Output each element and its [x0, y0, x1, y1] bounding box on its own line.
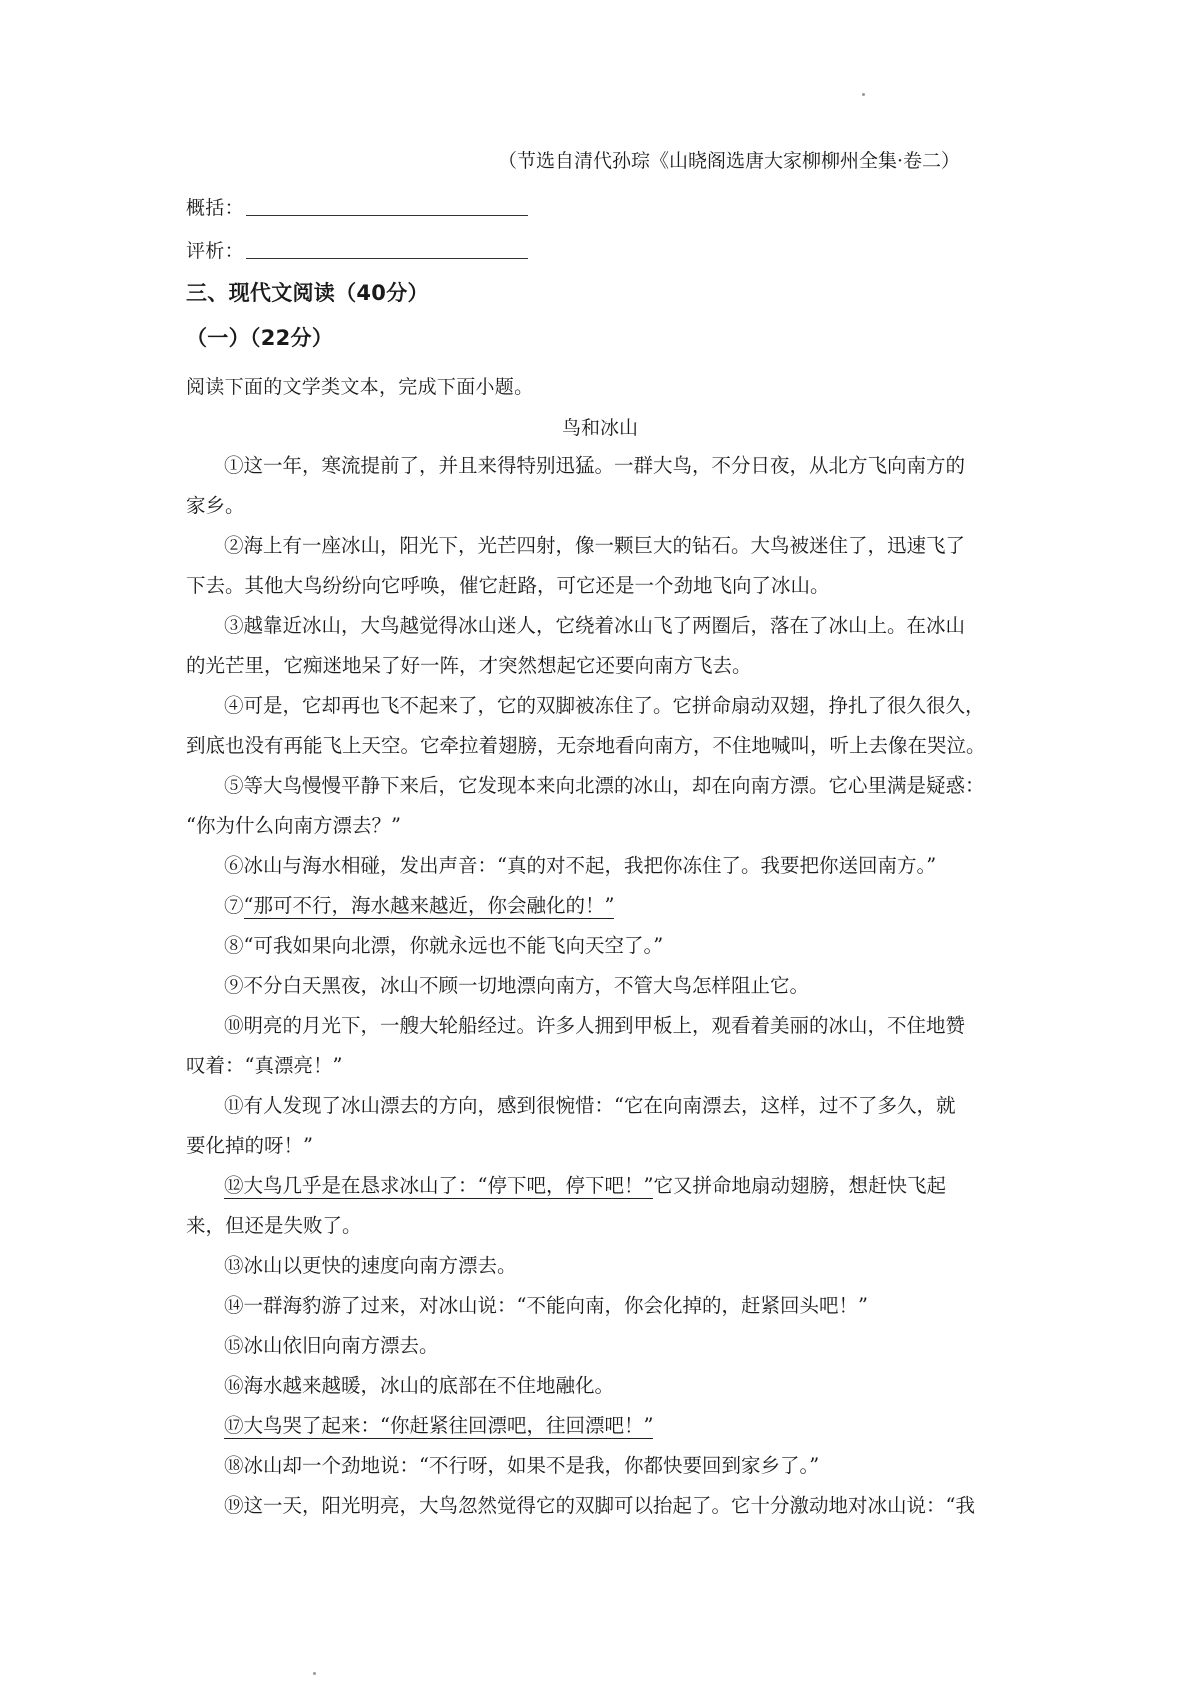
- comment-answer-blank[interactable]: [246, 240, 528, 259]
- paragraph-line: ⑪有人发现了冰山漂去的方向，感到很惋惜：“它在向南漂去，这样，过不了多久，就: [224, 1094, 956, 1117]
- paragraph-line: 来，但还是失败了。: [186, 1214, 362, 1237]
- paragraph-line: ⑮冰山依旧向南方漂去。: [224, 1334, 439, 1357]
- paragraph-line: ⑥冰山与海水相碰，发出声音：“真的对不起，我把你冻住了。我要把你送回南方。”: [224, 854, 937, 877]
- instruction: 阅读下面的文学类文本，完成下面小题。: [186, 376, 534, 398]
- summary-line: [186, 193, 528, 220]
- paragraph-line: [186, 1406, 1022, 1446]
- scan-speck: [313, 1672, 316, 1675]
- paragraph-line: ④可是，它却再也飞不起来了，它的双脚被冻住了。它拼命扇动双翅，挣扎了很久很久，: [224, 694, 985, 717]
- paragraph-line: 叹着：“真漂亮！”: [186, 1054, 343, 1077]
- paragraph-line: ⑧“可我如果向北漂，你就永远也不能飞向天空了。”: [224, 934, 664, 957]
- subsection-heading: （一）（22分）: [186, 326, 334, 350]
- underlined-sentence: ⑰大鸟哭了起来：“你赶紧往回漂吧，往回漂吧！”: [224, 1414, 654, 1437]
- summary-label: 概括：: [186, 197, 244, 219]
- underlined-sentence: ⑫大鸟几乎是在恳求冰山了：“停下吧，停下吧！”: [224, 1174, 654, 1197]
- paragraph-line: 到底也没有再能飞上天空。它牵拉着翅膀，无奈地看向南方，不住地喊叫，听上去像在哭泣。: [186, 734, 986, 757]
- paragraph-line: 家乡。: [186, 494, 245, 517]
- section-heading: 三、现代文阅读（40分）: [186, 281, 429, 305]
- paragraph-line: ⑲这一天，阳光明亮，大鸟忽然觉得它的双脚可以抬起了。它十分激动地对冰山说：“我: [224, 1494, 975, 1517]
- paragraph-line: 下去。其他大鸟纷纷向它呼唤，催它赶路，可它还是一个劲地飞向了冰山。: [186, 574, 830, 597]
- scan-speck: [862, 93, 865, 96]
- paragraph-line: ⑩明亮的月光下，一艘大轮船经过。许多人拥到甲板上，观看着美丽的冰山，不住地赞: [224, 1014, 966, 1037]
- paragraph-line: 的光芒里，它痴迷地呆了好一阵，才突然想起它还要向南方飞去。: [186, 654, 752, 677]
- underlined-sentence: “那可不行，海水越来越近，你会融化的！”: [243, 894, 615, 917]
- paragraph-line: 要化掉的呀！”: [186, 1134, 313, 1157]
- paragraph-line: ⑤等大鸟慢慢平静下来后，它发现本来向北漂的冰山，却在向南方漂。它心里满是疑惑：: [224, 774, 985, 797]
- paragraph-line: ⑭一群海豹游了过来，对冰山说：“不能向南，你会化掉的，赶紧回头吧！”: [224, 1294, 868, 1317]
- story-title: 鸟和冰山: [561, 417, 638, 439]
- paragraph-line: “你为什么向南方漂去？”: [186, 814, 401, 837]
- paragraph-line: [186, 1166, 1022, 1206]
- paragraph-text: 它又拼命地扇动翅膀，想赶快飞起: [653, 1174, 946, 1197]
- paragraph-number: ⑦: [224, 894, 244, 917]
- paragraph-line: [186, 886, 1022, 926]
- paragraph-line: ③越靠近冰山，大鸟越觉得冰山迷人，它绕着冰山飞了两圈后，落在了冰山上。在冰山: [224, 614, 966, 637]
- paragraph-line: ②海上有一座冰山，阳光下，光芒四射，像一颗巨大的钻石。大鸟被迷住了，迅速飞了: [224, 534, 966, 557]
- story-body: [186, 446, 1022, 1526]
- paragraph-line: ⑨不分白天黑夜，冰山不顾一切地漂向南方，不管大鸟怎样阻止它。: [224, 974, 810, 997]
- summary-answer-blank[interactable]: [246, 197, 528, 216]
- paragraph-line: ⑬冰山以更快的速度向南方漂去。: [224, 1254, 517, 1277]
- paragraph-line: ①这一年，寒流提前了，并且来得特别迅猛。一群大鸟，不分日夜，从北方飞向南方的: [224, 454, 966, 477]
- comment-line: [186, 236, 528, 263]
- source-citation: （节选自清代孙琮《山晓阁选唐大家柳柳州全集·卷二）: [498, 150, 961, 172]
- paragraph-line: ⑯海水越来越暖，冰山的底部在不住地融化。: [224, 1374, 615, 1397]
- comment-label: 评析：: [186, 240, 244, 262]
- paragraph-line: ⑱冰山却一个劲地说：“不行呀，如果不是我，你都快要回到家乡了。”: [224, 1454, 820, 1477]
